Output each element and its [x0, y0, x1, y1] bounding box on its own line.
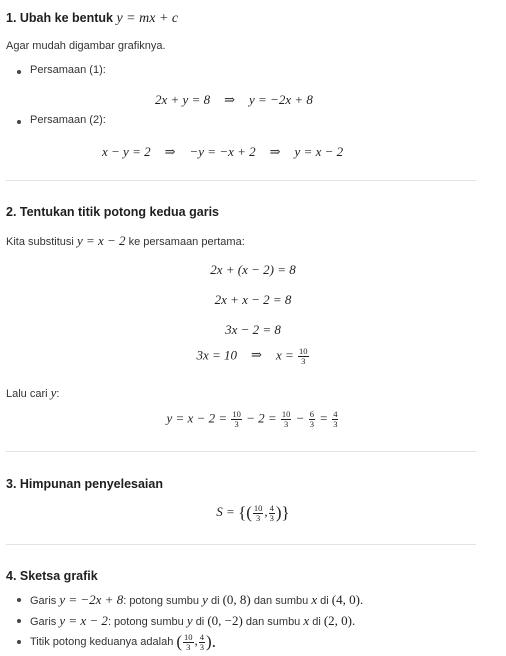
section-divider [6, 451, 476, 452]
bullet-dot [17, 70, 21, 74]
fraction-4-3 [199, 633, 205, 652]
eq2-math-c: y = x − 2 [294, 144, 344, 159]
implies-arrow: ⇒ [251, 347, 262, 363]
frac-num: 10 [281, 409, 291, 419]
b2-e: di [312, 616, 321, 628]
section-1-intro: Agar mudah digambar grafiknya. [6, 40, 166, 52]
eq2-math [102, 144, 343, 160]
frac-num: 10 [232, 409, 241, 419]
bullet-dot [17, 640, 21, 644]
bullet-dot [17, 619, 21, 623]
y-calc-minus: − [295, 410, 305, 426]
step-line-4-a: 3x = 10 [196, 347, 238, 363]
graph-bullet-3 [30, 632, 216, 652]
graph-bullet-2 [30, 613, 355, 629]
implies-arrow: ⇒ [224, 92, 235, 107]
b3-a: Titik potong keduanya adalah [30, 635, 174, 648]
lalu-var: y [50, 385, 57, 400]
b2-c: di [195, 616, 205, 628]
frac-den: 3 [269, 512, 274, 523]
b1-a: Garis [30, 595, 57, 607]
section-1-heading [6, 11, 178, 27]
eq2-math-b: −y = −x + 2 [189, 144, 256, 159]
frac-num: 4 [269, 502, 274, 513]
frac-den: 3 [199, 641, 205, 652]
section-1-heading-text: 1. Ubah ke bentuk [6, 11, 113, 25]
implies-arrow: ⇒ [269, 144, 281, 159]
frac-den: 3 [234, 419, 239, 429]
step-line-4 [0, 347, 506, 366]
fraction-10-3 [231, 410, 242, 429]
b1-y: y [202, 592, 208, 607]
section-divider [6, 180, 476, 181]
set-open: {( [238, 503, 252, 522]
lalu-text [6, 385, 59, 401]
b1-x: x [311, 592, 318, 607]
b3-open: ( [176, 632, 183, 651]
set-comma: , [264, 503, 268, 519]
frac-num: 6 [309, 409, 314, 419]
fraction-4-3 [269, 504, 275, 523]
frac-den: 3 [186, 641, 191, 652]
section-3-heading: 3. Himpunan penyelesaian [6, 477, 163, 491]
fraction-10-3 [281, 410, 292, 429]
y-calc-minus2: − 2 = [246, 410, 277, 426]
implies-arrow: ⇒ [164, 144, 176, 159]
y-calculation [0, 410, 506, 429]
b1-b: : potong sumbu [123, 595, 200, 607]
frac-den: 3 [309, 419, 314, 429]
solution-set [0, 503, 506, 523]
section-1-heading-math: y = mx + c [116, 11, 179, 26]
frac-num: 10 [253, 502, 263, 513]
frac-den: 3 [256, 512, 261, 523]
b2-pt1: (0, −2) [207, 613, 243, 628]
eq1-label: Persamaan (1): [30, 64, 106, 76]
b3-close: ). [206, 632, 216, 651]
section-2-intro-b: ke persamaan pertama: [128, 236, 245, 248]
frac-den: 3 [301, 356, 306, 366]
frac-den: 3 [284, 419, 289, 429]
section-2-intro-a: Kita substitusi [6, 236, 74, 248]
b1-d: dan sumbu [253, 595, 309, 607]
b2-y: y [186, 613, 193, 628]
b2-b: : potong sumbu [107, 616, 184, 628]
fraction-10-3 [253, 504, 264, 523]
b2-d: dan sumbu [245, 616, 301, 628]
frac-num: 10 [184, 631, 193, 642]
section-divider [6, 544, 476, 545]
set-close: )} [275, 503, 290, 522]
step-line-2: 2x + x − 2 = 8 [214, 292, 292, 307]
b2-math: y = x − 2 [59, 613, 108, 628]
b2-a: Garis [30, 616, 57, 628]
step-line-3: 3x − 2 = 8 [225, 322, 281, 337]
bullet-dot [17, 120, 21, 124]
set-lhs: S = [216, 503, 235, 519]
section-2-intro-math: y = x − 2 [76, 233, 126, 248]
fraction-4-3 [332, 410, 338, 429]
graph-bullet-1 [30, 592, 363, 608]
b1-pt1: (0, 8) [222, 592, 251, 607]
eq1-math [155, 92, 313, 108]
frac-num: 4 [333, 409, 338, 419]
b1-pt2: (4, 0). [331, 592, 364, 607]
b2-x: x [303, 613, 310, 628]
step-line-4-b: x = [275, 347, 294, 363]
frac-num: 10 [299, 346, 308, 356]
y-calc-a: y = x − 2 = [166, 410, 228, 426]
frac-num: 4 [199, 631, 205, 642]
section-4-heading: 4. Sketsa grafik [6, 569, 98, 583]
step-line-1: 2x + (x − 2) = 8 [210, 262, 296, 277]
b1-math: y = −2x + 8 [59, 592, 124, 607]
section-2-heading: 2. Tentukan titik potong kedua garis [6, 205, 219, 219]
y-calc-eq: = [319, 410, 328, 426]
eq1-math-b: y = −2x + 8 [249, 92, 313, 107]
frac-den: 3 [333, 419, 338, 429]
bullet-dot [17, 598, 21, 602]
eq1-math-a: 2x + y = 8 [155, 92, 211, 107]
lalu-colon: : [56, 388, 60, 400]
b3-comma: , [194, 632, 198, 648]
b2-pt2: (2, 0). [323, 613, 356, 628]
b1-c: di [210, 595, 220, 607]
b1-e: di [320, 595, 329, 607]
lalu-label: Lalu cari [6, 388, 48, 400]
eq2-label: Persamaan (2): [30, 114, 106, 126]
section-2-intro [6, 233, 245, 249]
fraction-10-3 [298, 347, 309, 366]
eq2-math-a: x − y = 2 [102, 144, 151, 159]
fraction-6-3 [309, 410, 315, 429]
fraction-10-3 [183, 633, 194, 652]
